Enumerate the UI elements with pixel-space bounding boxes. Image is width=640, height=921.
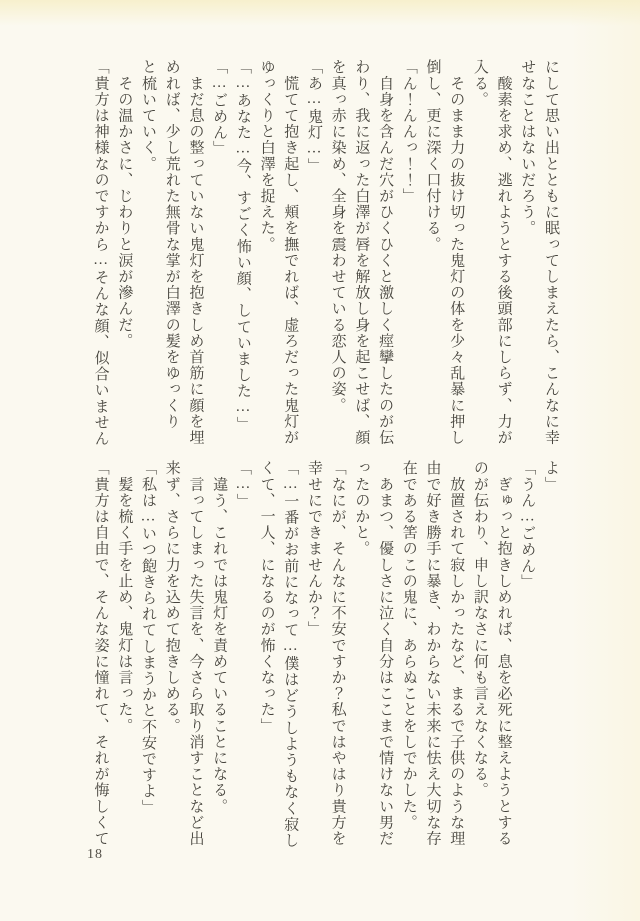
text-block-bottom (82, 460, 562, 852)
text-line: 言ってしまった失言を、今さら取り消すことなど出 (187, 460, 204, 847)
text-line: 「…あなた…今、すごく怖い顔、していました…」 (234, 59, 251, 433)
page-number: 18 (87, 847, 103, 862)
text-line: 「貴方は神様なのですから…そんな顔、似合いません (92, 59, 109, 447)
text-line: 「うん…ごめん」 (519, 460, 536, 590)
text-line: 髪を梳く手を止め、鬼灯は言った。 (116, 460, 133, 734)
text-line: 「貴方は自由で、そんな姿に憧れて、それが悔しくて (92, 460, 109, 847)
text-line: そのまま力の抜け切った鬼灯の体を少々乱暴に押し (448, 59, 465, 446)
text-line: ったのかと。 (353, 460, 370, 557)
text-line: よ」 (543, 460, 559, 493)
text-line: 「私は…いつ飽きられてしまうかと不安ですよ」 (140, 460, 157, 816)
text-line: 倒し、更に深く口付ける。 (424, 59, 441, 253)
text-line: 在である筈のこの鬼に、あらぬことをしでかした。 (400, 460, 417, 831)
text-line: 「…一番がお前になって…僕はどうしようもなく寂し (282, 460, 299, 849)
text-line: わり、我に返った白澤が唇を解放し身を起こせば、顔 (353, 59, 370, 446)
text-line: その温かさに、じわりと涙が滲んだ。 (116, 59, 133, 349)
text-line: 自身を含んだ穴がひくひくと激しく痙攣したのが伝 (377, 59, 394, 446)
text-line: 「…ごめん」 (211, 59, 228, 157)
text-line: くて、一人、になるのが怖くなった」 (258, 460, 275, 734)
text-line: めれば、少し荒れた無骨な掌が白澤の髪をゆっくり (163, 59, 180, 430)
text-line: 「あ…鬼灯…」 (305, 59, 322, 174)
text-line: 幸せにできませんか？」 (305, 460, 322, 638)
text-line: ぎゅっと抱きしめれば、息を必死に整えようとする (495, 460, 512, 847)
text-line: を真っ赤に染め、全身を震わせている恋人の姿。 (329, 59, 346, 414)
text-line: あまつ、優しさに泣く自分はここまで情けない男だ (377, 460, 394, 847)
text-line: 放置されて寂しかったなど、まるで子供のような理 (448, 460, 465, 847)
text-line: 慌てて抱き起し、頬を撫でれば、虚ろだった鬼灯が (282, 59, 299, 446)
text-line: ゆっくりと白澤を捉えた。 (258, 59, 275, 253)
text-line: 「ん！んんっ！！」 (400, 59, 417, 204)
text-line: 「なにが、そんなに不安ですか？私ではやはり貴方を (329, 460, 346, 847)
text-line: 入る。 (471, 59, 488, 108)
text-line: と梳いていく。 (140, 59, 157, 172)
text-line: 「…」 (234, 460, 251, 510)
text-line: 違う、これでは鬼灯を責めていることになる。 (211, 460, 228, 815)
text-line: まだ息の整っていない鬼灯を抱きしめ首筋に顔を埋 (187, 59, 204, 446)
text-line: にして思い出とともに眠ってしまえたら、こんなに幸 (543, 59, 559, 446)
text-line: せなことはないだろう。 (519, 59, 536, 237)
text-line: 由で好き勝手に暴き、わからない未来に怯え大切な存 (424, 460, 441, 847)
text-line: 酸素を求め、逃れようとする後頭部にしらず、力が (495, 59, 512, 446)
text-line: 来ず、さらに力を込めて抱きしめる。 (163, 460, 180, 734)
text-line: のが伝わり、申し訳なさに何も言えなくなる。 (471, 460, 488, 799)
text-block-top (82, 59, 562, 455)
